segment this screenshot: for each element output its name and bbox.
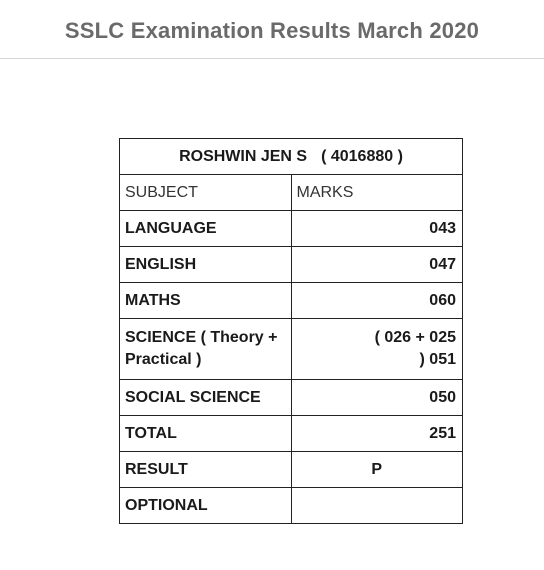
table-row [120, 283, 463, 319]
subject-cell: OPTIONAL [120, 488, 292, 524]
page-title: SSLC Examination Results March 2020 [64, 18, 480, 43]
subject-header: SUBJECT [120, 175, 292, 211]
register-number: ( 4016880 ) [321, 147, 403, 165]
subject-cell: RESULT [120, 452, 292, 488]
student-name: ROSHWIN JEN S [179, 147, 308, 165]
marks-cell: 251 [291, 416, 463, 452]
marks-cell: 050 [291, 380, 463, 416]
table-row [120, 488, 463, 524]
result-cell: P [291, 452, 463, 488]
subject-cell: TOTAL [120, 416, 292, 452]
marks-line: ( 026 + 025 [374, 329, 456, 346]
subject-line: SCIENCE ( Theory + [125, 329, 278, 346]
table-row [120, 247, 463, 283]
student-cell [120, 139, 463, 175]
student-row [120, 139, 463, 175]
marks-header: MARKS [291, 175, 463, 211]
marks-cell [291, 488, 463, 524]
marks-cell [291, 319, 463, 380]
subject-cell: SOCIAL SCIENCE [120, 380, 292, 416]
marks-cell: 047 [291, 247, 463, 283]
subject-cell [120, 319, 292, 380]
table-row [120, 452, 463, 488]
table-row [120, 416, 463, 452]
table-row [120, 380, 463, 416]
subject-cell: MATHS [120, 283, 292, 319]
header-row [120, 175, 463, 211]
table-row [120, 211, 463, 247]
marks-cell: 043 [291, 211, 463, 247]
subject-line: Practical ) [125, 351, 202, 368]
subject-cell: LANGUAGE [120, 211, 292, 247]
results-table [119, 138, 463, 524]
marks-cell: 060 [291, 283, 463, 319]
title-divider [0, 58, 544, 59]
subject-cell: ENGLISH [120, 247, 292, 283]
marks-line: ) 051 [419, 351, 456, 368]
table-row [120, 319, 463, 380]
